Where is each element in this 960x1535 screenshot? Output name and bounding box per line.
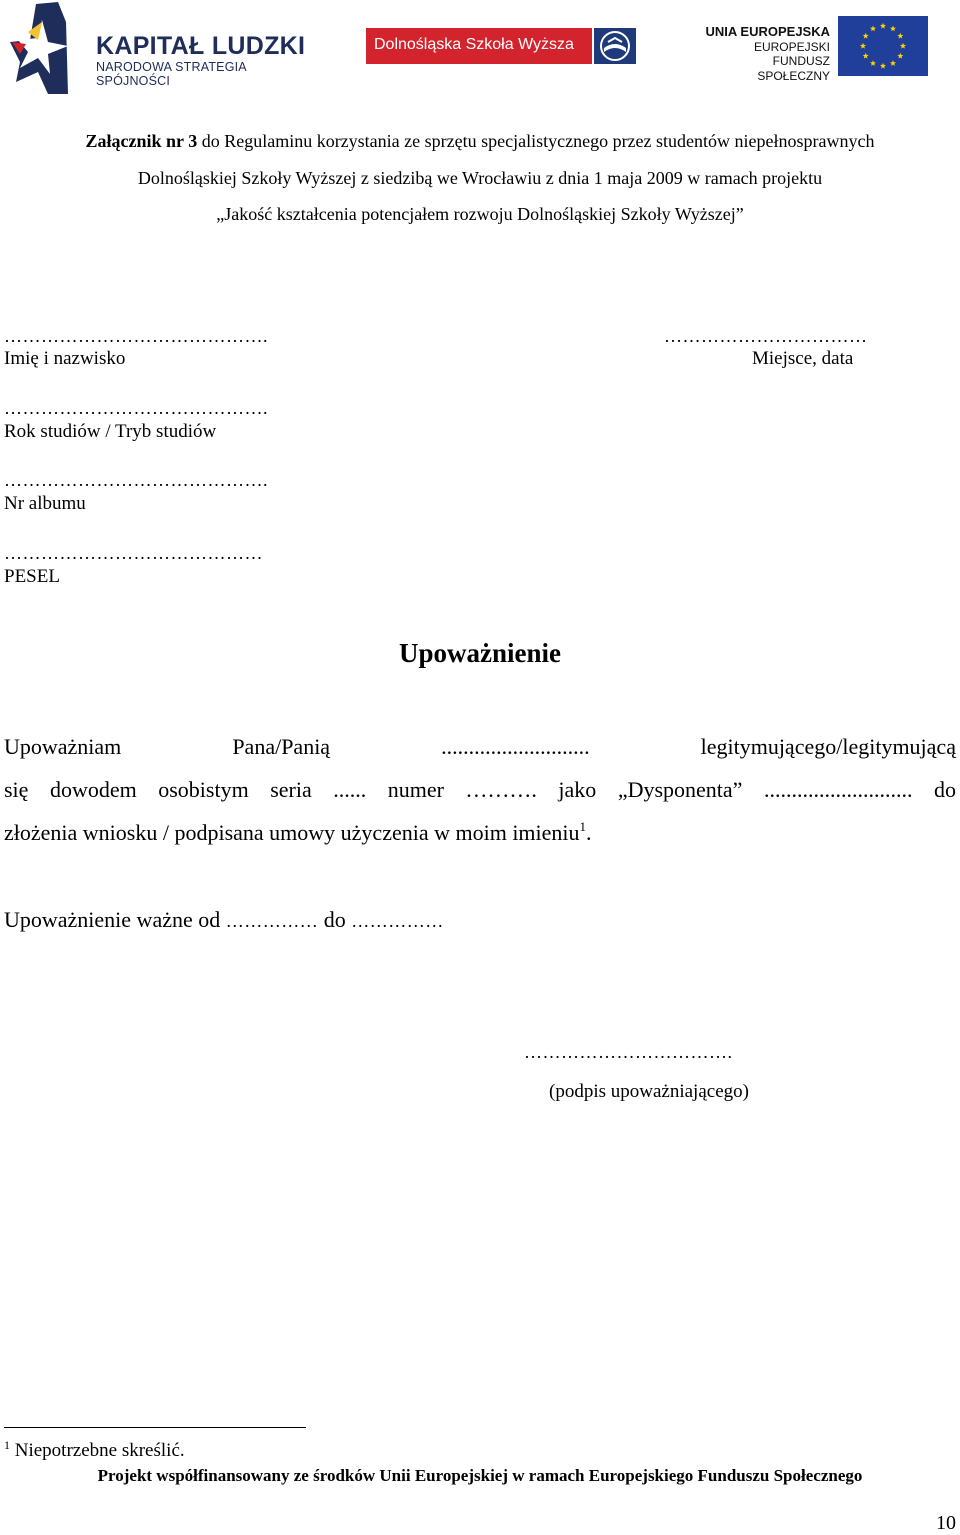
document-title: Upoważnienie [399,638,561,668]
annex-number: Załącznik nr 3 [85,131,198,151]
album-number-label: Nr albumu [4,493,86,514]
body-line-2 [4,777,956,803]
body-word: seria [270,777,312,802]
dsw-book-emblem-icon [594,28,636,64]
page-number: 10 [936,1512,956,1534]
body-word: do [933,777,956,802]
study-year-field[interactable]: ……………………………………. [4,398,268,418]
header-line-1 [0,131,960,152]
dsw-logo [366,28,636,64]
kapital-ludzki-star-icon [8,2,70,94]
authorized-person-field[interactable]: ........................... [441,734,590,759]
pesel-field[interactable]: …………………………………… [4,543,263,563]
body-line-3-text: złożenia wniosku / podpisana umowy użyczenia w moim imieniu [4,820,580,845]
eu-logo [700,16,930,83]
body-word: dowodem [49,777,137,802]
validity-line [4,907,444,933]
body-line-1 [4,734,956,760]
dsw-logo-bar [366,28,592,64]
body-authorize-word: Upoważniam [4,734,122,759]
place-date-label: Miejsce, data [752,348,854,369]
body-line-3 [4,820,592,846]
footnote-text: Niepotrzebne skreślić. [14,1440,185,1461]
footnote-divider [4,1427,306,1428]
album-number-field[interactable]: ……………………………………. [4,470,268,490]
footnote [4,1440,185,1462]
kapital-ludzki-title: KAPITAŁ LUDZKI [96,32,306,60]
eu-logo-line2: EUROPEJSKI [753,40,830,54]
eu-logo-line3: FUNDUSZ SPOŁECZNY [757,54,830,83]
id-number-field[interactable]: ………. [465,777,537,802]
validity-from-label: Upoważnienie ważne od [4,907,221,932]
validity-to-field[interactable]: …………… [351,911,444,931]
pesel-label: PESEL [4,566,60,587]
name-label: Imię i nazwisko [4,348,126,369]
header-line-2: Dolnośląskiej Szkoły Wyższej z siedzibą we Wrocławiu z dnia 1 maja 2009 w ramach projektu [137,168,823,188]
kapital-ludzki-logo [8,2,308,94]
signature-label: (podpis upoważniającego) [549,1081,749,1102]
validity-from-field[interactable]: …………… [225,911,319,931]
body-identified-word: legitymującego/legitymującą [700,734,956,759]
eu-logo-line1: UNIA EUROPEJSKA [705,24,830,39]
body-word: osobistym [158,777,249,802]
footnote-number: 1 [4,1438,10,1452]
validity-to-label: do [323,907,346,932]
header-line-3: „Jakość kształcenia potencjałem rozwoju Dolnośląskiej Szkoły Wyższej” [216,204,744,224]
body-word: jako [558,777,597,802]
body-word: numer [387,777,444,802]
name-field[interactable]: ……………………………………. [4,326,268,346]
body-line-3-end: . [586,820,592,845]
id-series-field[interactable]: ...... [333,777,367,802]
body-word: „Dysponenta” [617,777,743,802]
footnote-ref: 1 [579,819,587,834]
kapital-ludzki-subtitle: NARODOWA STRATEGIA SPÓJNOŚCI [96,60,247,88]
study-year-label: Rok studiów / Tryb studiów [4,421,217,442]
eu-flag-icon [838,16,928,76]
annex-description: do Regulaminu korzystania ze sprzętu specjalistycznego przez studentów niepełnosprawnych [197,131,875,151]
dysponent-field[interactable]: ........................... [763,777,913,802]
footer-cofinancing: Projekt współfinansowany ze środków Unii Europejskiej w ramach Europejskiego Funduszu Społecznego [97,1466,863,1485]
place-date-field[interactable]: …………………………… [664,326,868,346]
body-word: się [4,777,29,802]
dsw-logo-text: Dolnośląska Szkoła Wyższa [374,36,574,53]
signature-field[interactable]: ……………………………. [524,1042,733,1062]
body-sir-madam: Pana/Panią [232,734,331,759]
